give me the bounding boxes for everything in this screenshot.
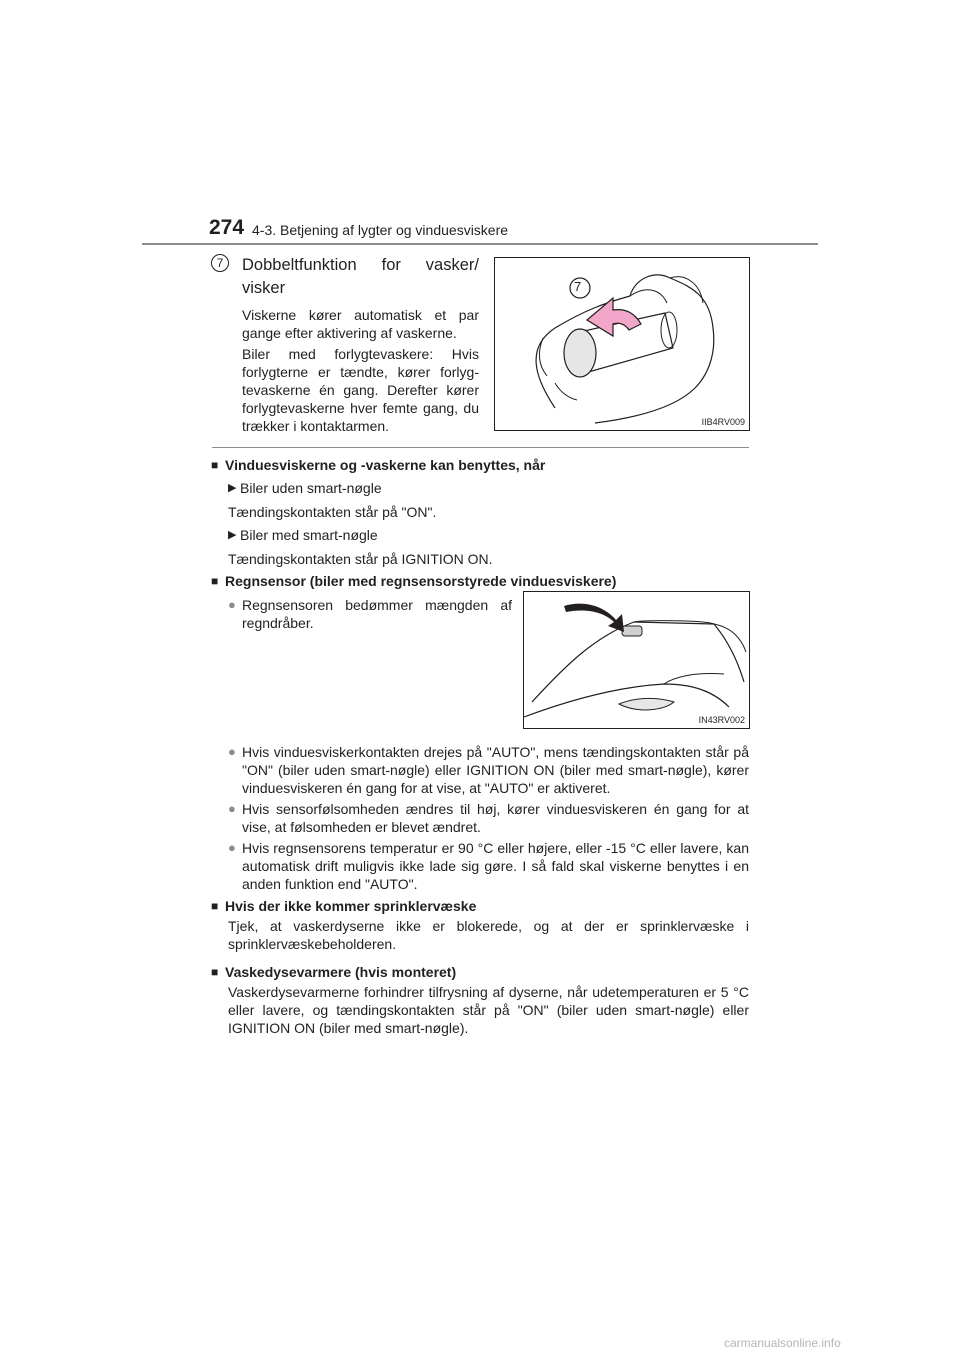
header-divider: [142, 243, 818, 245]
condition-label: Biler med smart-nøgle: [240, 527, 378, 543]
section-heading: Vinduesviskerne og -vaskerne kan benyttes, når: [225, 457, 546, 473]
arrow-marker: ▶: [228, 482, 237, 494]
figure-code: IN43RV002: [698, 715, 745, 725]
bullet-marker: ●: [228, 597, 236, 612]
square-marker: ■: [211, 574, 219, 588]
step-title: Dobbeltfunktion for vasker/ visker: [242, 256, 479, 297]
condition-text: Tændingskontakten står på "ON".: [228, 504, 437, 520]
section-text: Tjek, at vaskerdyserne ikke er blokerede, og at der er sprinklervæske i sprinklervæskebeholderen.: [228, 918, 749, 952]
section-text: Vaskerdysevarmerne forhindrer tilfrysning af dyserne, når udetemperaturen er 5 °C eller lavere, og tændingskontakten står på "ON" (biler uden smart-nøgle) eller IGNITION ON (biler med smart-nøgle).: [228, 984, 749, 1036]
arrow-marker: ▶: [228, 529, 237, 541]
bullet-text: Hvis regnsensorens temperatur er 90 °C eller højere, eller -15 °C eller lavere, kan automatisk drift muligvis ikke lade sig gøre. I så fald skal viskerne benyttes i en anden funktion end "AUTO".: [242, 840, 749, 892]
section-title: 4-3. Betjening af lygter og vinduesviskere: [252, 222, 509, 238]
step-paragraph-1: Viskerne kører automatisk et par gange efter aktivering af vaskerne.: [242, 307, 479, 341]
bullet-marker: ●: [228, 801, 236, 816]
figure-code: IIB4RV009: [701, 417, 745, 427]
section-heading: Regnsensor (biler med regnsensorstyrede vinduesviskere): [225, 573, 617, 589]
section-heading: Vaskedysevarmere (hvis monteret): [225, 964, 457, 980]
figure-callout-number: 7: [574, 279, 582, 294]
bullet-marker: ●: [228, 744, 236, 759]
condition-text: Tændingskontakten står på IGNITION ON.: [228, 551, 493, 567]
bullet-text: Hvis sensorfølsomheden ændres til høj, kører vinduesviskeren én gang for at vise, at følsomheden er blevet ændret.: [242, 801, 749, 835]
section-divider: [212, 447, 749, 448]
bullet-text: Regnsensoren bedømmer mængden af regndråber.: [242, 597, 512, 631]
step-number-badge: 7: [211, 254, 229, 272]
rain-sensor-figure: [523, 591, 750, 729]
bullet-text: Hvis vinduesviskerkontakten drejes på "AUTO", mens tændingskontakten står på "ON" (biler uden smart-nøgle) eller IGNITION ON (biler med smart-nøgle), kører vinduesviskeren én gang for at vise, at "AUTO" er aktiveret.: [242, 744, 749, 796]
square-marker: ■: [211, 965, 219, 979]
watermark: carmanualsonline.info: [724, 1336, 841, 1350]
square-marker: ■: [211, 899, 219, 913]
step-paragraph-2: Biler med forlygtevaskere: Hvis forlygterne er tændte, kører forlygtevaskerne én gang. Derefter kører forlygtevaskerne hver femte gang, du trækker i kontaktarmen.: [242, 346, 479, 434]
bullet-marker: ●: [228, 840, 236, 855]
wiper-lever-figure: [494, 257, 750, 431]
square-marker: ■: [211, 458, 219, 472]
condition-label: Biler uden smart-nøgle: [240, 480, 382, 496]
section-heading: Hvis der ikke kommer sprinklervæske: [225, 898, 477, 914]
car-windshield-illustration: [524, 592, 749, 728]
page-number: 274: [209, 216, 245, 239]
hand-lever-illustration: [495, 258, 749, 430]
